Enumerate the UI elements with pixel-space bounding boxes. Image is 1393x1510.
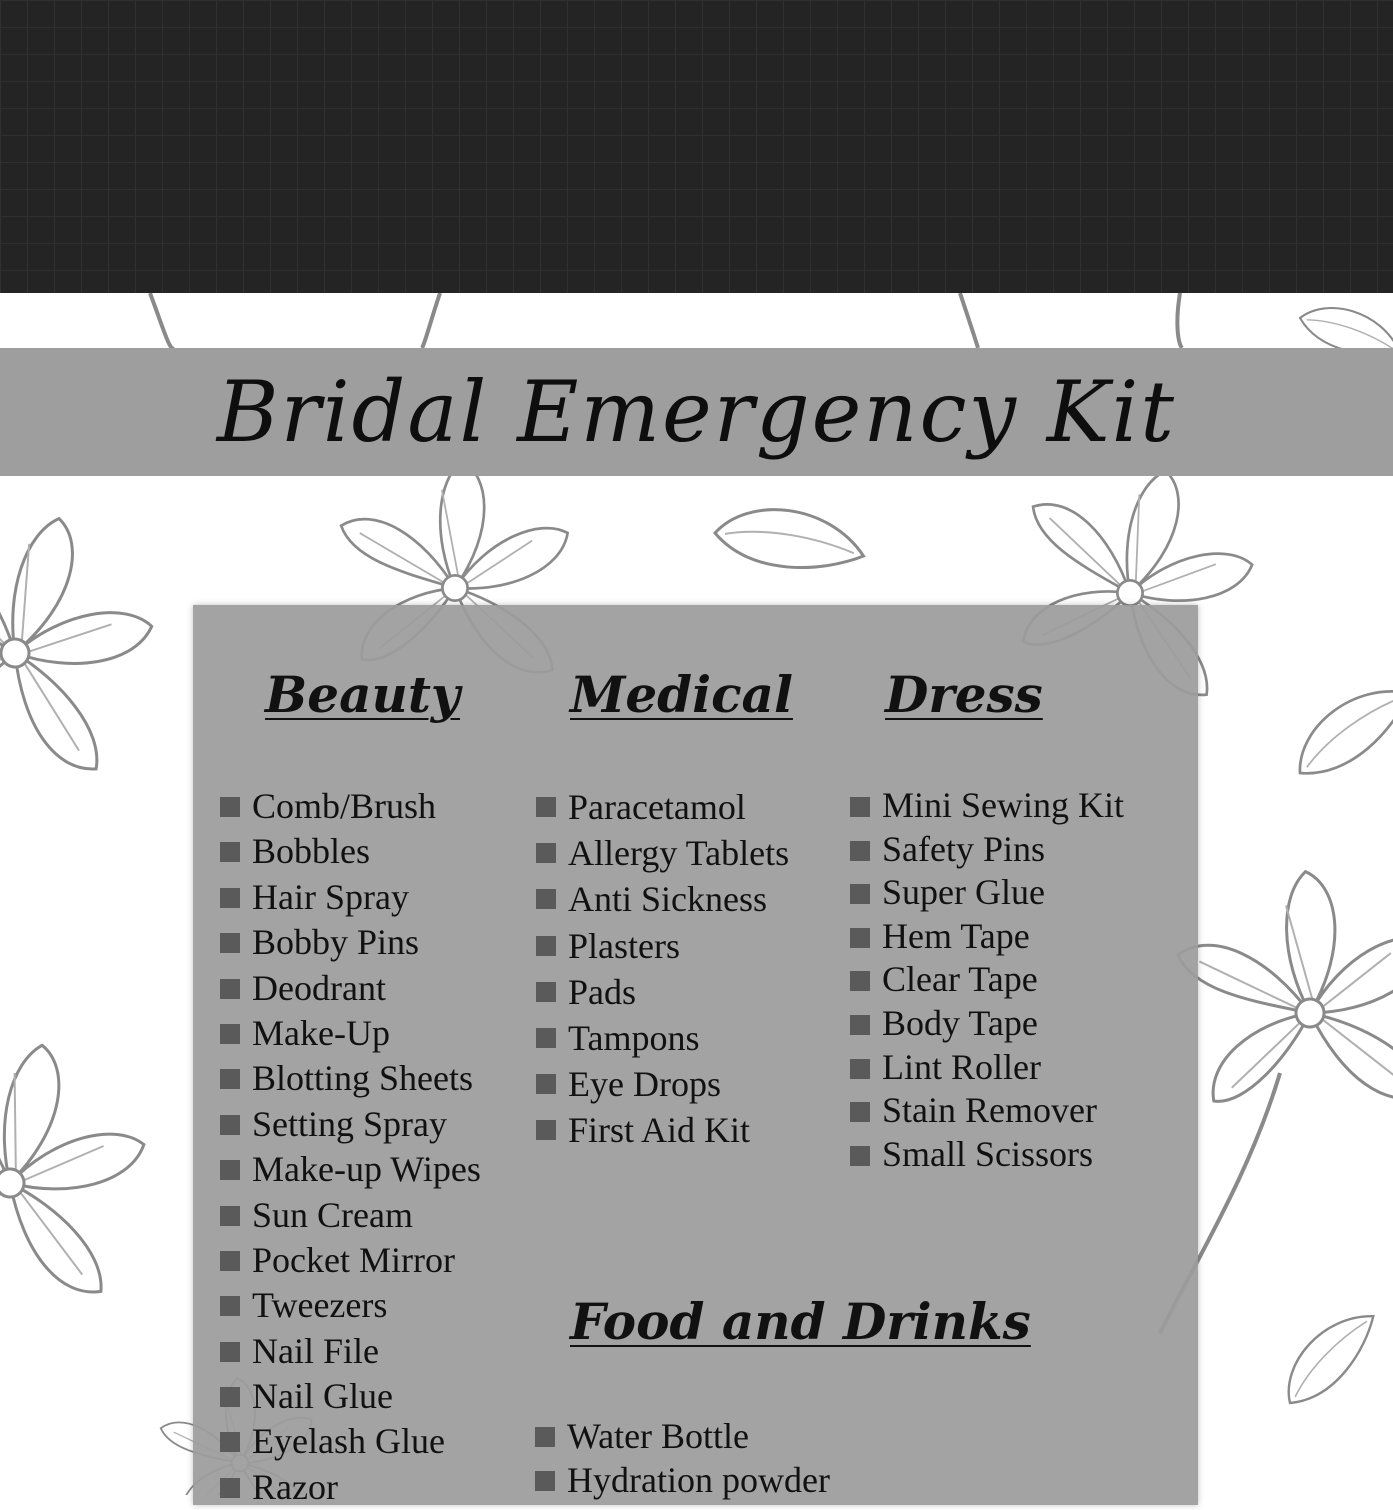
checkbox-icon[interactable] [220, 1206, 240, 1226]
beauty-heading: Beauty [265, 665, 460, 724]
food-list [535, 1414, 830, 1502]
checkbox-icon[interactable] [220, 1387, 240, 1407]
beauty-list [220, 784, 481, 1510]
checkbox-icon[interactable] [220, 933, 240, 953]
list-item[interactable]: Razor [220, 1465, 481, 1510]
checkbox-icon[interactable] [535, 1427, 555, 1447]
list-item[interactable]: Hem Tape [850, 915, 1124, 959]
list-item[interactable]: Small Scissors [850, 1133, 1124, 1177]
page-title: Bridal Emergency Kit [216, 363, 1177, 461]
checkbox-icon[interactable] [220, 1342, 240, 1362]
checkbox-icon[interactable] [850, 1059, 870, 1079]
checkbox-icon[interactable] [220, 1296, 240, 1316]
list-item[interactable]: Mini Sewing Kit [850, 784, 1124, 828]
checkbox-icon[interactable] [536, 1120, 556, 1140]
checkbox-icon[interactable] [220, 1024, 240, 1044]
checkbox-icon[interactable] [220, 1069, 240, 1089]
list-item[interactable]: Clear Tape [850, 958, 1124, 1002]
list-item[interactable]: Make-Up [220, 1011, 481, 1056]
list-item[interactable]: Make-up Wipes [220, 1147, 481, 1192]
list-item[interactable]: Bobbles [220, 829, 481, 874]
list-item[interactable]: Tweezers [220, 1283, 481, 1328]
checkbox-icon[interactable] [536, 1028, 556, 1048]
checkbox-icon[interactable] [536, 982, 556, 1002]
list-item[interactable]: Lint Roller [850, 1046, 1124, 1090]
checkbox-icon[interactable] [850, 1015, 870, 1035]
list-item[interactable]: Eyelash Glue [220, 1419, 481, 1464]
list-item[interactable]: Deodrant [220, 966, 481, 1011]
medical-list [536, 784, 789, 1154]
checkbox-icon[interactable] [536, 936, 556, 956]
list-item[interactable]: Sun Cream [220, 1193, 481, 1238]
dress-list [850, 784, 1124, 1176]
list-item[interactable]: Setting Spray [220, 1102, 481, 1147]
list-item[interactable]: Nail Glue [220, 1374, 481, 1419]
list-item[interactable]: Pads [536, 969, 789, 1015]
checkbox-icon[interactable] [536, 889, 556, 909]
checkbox-icon[interactable] [535, 1471, 555, 1491]
checkbox-icon[interactable] [220, 1251, 240, 1271]
dress-heading: Dress [885, 665, 1043, 724]
checkbox-icon[interactable] [536, 797, 556, 817]
list-item[interactable]: Plasters [536, 923, 789, 969]
list-item[interactable]: Paracetamol [536, 784, 789, 830]
list-item[interactable]: Eye Drops [536, 1061, 789, 1107]
checkbox-icon[interactable] [220, 1432, 240, 1452]
medical-heading: Medical [570, 665, 793, 724]
checkbox-icon[interactable] [850, 797, 870, 817]
list-item[interactable]: Hydration powder [535, 1458, 830, 1502]
checkbox-icon[interactable] [220, 797, 240, 817]
list-item[interactable]: Pocket Mirror [220, 1238, 481, 1283]
list-item[interactable]: First Aid Kit [536, 1107, 789, 1153]
checkbox-icon[interactable] [850, 884, 870, 904]
list-item[interactable]: Stain Remover [850, 1089, 1124, 1133]
checkbox-icon[interactable] [850, 1146, 870, 1166]
list-item[interactable]: Bobby Pins [220, 920, 481, 965]
checkbox-icon[interactable] [850, 1102, 870, 1122]
checkbox-icon[interactable] [220, 888, 240, 908]
food-heading: Food and Drinks [570, 1292, 1031, 1351]
checkbox-icon[interactable] [220, 979, 240, 999]
checkbox-icon[interactable] [536, 1074, 556, 1094]
list-item[interactable]: Allergy Tablets [536, 830, 789, 876]
checkbox-icon[interactable] [220, 1160, 240, 1180]
list-item[interactable]: Water Bottle [535, 1414, 830, 1458]
list-item[interactable]: Comb/Brush [220, 784, 481, 829]
checkbox-icon[interactable] [220, 1115, 240, 1135]
list-item[interactable]: Super Glue [850, 871, 1124, 915]
dark-grid-backdrop [0, 0, 1393, 293]
list-item[interactable]: Safety Pins [850, 828, 1124, 872]
checkbox-icon[interactable] [536, 843, 556, 863]
list-item[interactable]: Body Tape [850, 1002, 1124, 1046]
checkbox-icon[interactable] [850, 928, 870, 948]
list-item[interactable]: Nail File [220, 1329, 481, 1374]
checkbox-icon[interactable] [220, 842, 240, 862]
checkbox-icon[interactable] [850, 841, 870, 861]
list-item[interactable]: Anti Sickness [536, 876, 789, 922]
list-item[interactable]: Blotting Sheets [220, 1056, 481, 1101]
checkbox-icon[interactable] [850, 971, 870, 991]
list-item[interactable]: Tampons [536, 1015, 789, 1061]
list-item[interactable]: Hair Spray [220, 875, 481, 920]
